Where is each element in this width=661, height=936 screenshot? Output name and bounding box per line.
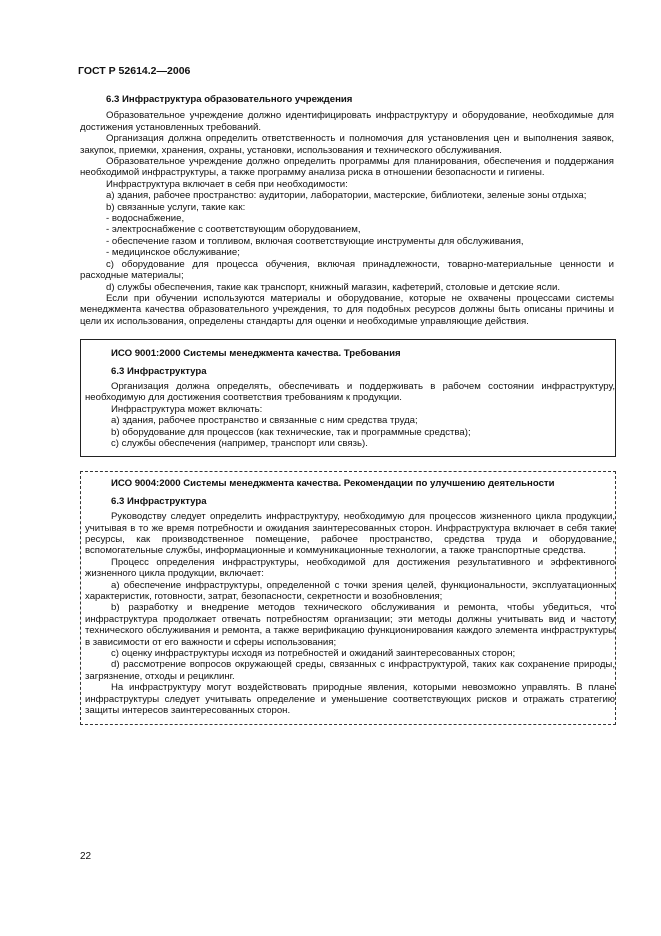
iso9001-subtitle: 6.3 Инфраструктура xyxy=(111,365,207,377)
page-content xyxy=(80,94,614,725)
list-item: а) обеспечение инфраструктуры, определенной с точки зрения целей, функциональности, эксплуатационных характеристик, готовности, затрат, безопасности, секретности и возобновления; xyxy=(85,579,615,603)
page-number: 22 xyxy=(80,851,92,862)
list-item: d) рассмотрение вопросов окружающей среды, связанных с инфраструктурой, таких как сохранение природы, загрязнение, отходы и рециклинг. xyxy=(85,659,615,682)
iso9004-paragraph: Процесс определения инфраструктуры, необходимой для достижения результативного и эффективного жизненного цикла продукции, включает: xyxy=(85,556,615,580)
iso9001-intro: Инфраструктура может включать: xyxy=(111,403,263,415)
iso9004-quote-box xyxy=(80,471,616,724)
iso9004-title: ИСО 9004:2000 Системы менеджмента качества. Рекомендации по улучшению деятельности xyxy=(111,478,555,490)
iso9004-paragraph: На инфраструктуру могут воздействовать природные явления, которыми невозможно управлять. В плане инфраструктуры следует учитывать определение и уменьшение соответствующих рисков и отражать стратегию защиты интересов заинтересованных сторон. xyxy=(85,682,615,717)
section-paragraph: Если при обучении используются материалы и оборудование, которые не охвачены процессами системы менеджмента качества образовательного учреждения, то для подобных ресурсов должны быть описаны причины и цели их использования, определены стандарты для оценки и необходимые управляющие действия. xyxy=(80,292,614,327)
iso9001-quote-box xyxy=(80,339,616,457)
iso9004-paragraph: Руководству следует определить инфраструктуру, необходимую для процессов жизненного цикла продукции, учитывая в то же время потребности и ожидания заинтересованных сторон. Инфраструктура включает в себя такие ресурсы, как производственное помещение, рабочее пространство, средства труда и оборудование, вспомогательные службы, информационные и коммуникационные технологии, а также транспортные средства. xyxy=(85,511,615,557)
section-paragraph: Образовательное учреждение должно определить программы для планирования, обеспечения и поддержания необходимой инфраструктуры, а также программу анализа риска в отношении безопасности и гигиены. xyxy=(80,156,614,179)
document-header: ГОСТ Р 52614.2—2006 xyxy=(78,65,191,77)
list-item: c) службы обеспечения (например, транспорт или связь). xyxy=(111,437,368,449)
list-item: - электроснабжение с соответствующим оборудованием, xyxy=(106,224,361,236)
list-item: - обеспечение газом и топливом, включая соответствующие инструменты для обслуживания, xyxy=(106,235,524,247)
section-paragraph: Инфраструктура включает в себя при необходимости: xyxy=(106,178,348,190)
list-item: - водоснабжение, xyxy=(106,213,185,225)
iso9001-title: ИСО 9001:2000 Системы менеджмента качества. Требования xyxy=(111,348,401,360)
iso9001-paragraph: Организация должна определять, обеспечивать и поддерживать в рабочем состоянии инфраструктуру, необходимую для достижения соответствия требованиям к продукции. xyxy=(85,380,615,404)
list-item: - медицинское обслуживание; xyxy=(106,247,240,259)
list-item: c) оценку инфраструктуры исходя из потребностей и ожиданий заинтересованных сторон; xyxy=(111,648,516,660)
list-item: а) здания, рабочее пространство: аудитории, лаборатории, мастерские, библиотеки, зеленые зоны отдыха; xyxy=(106,190,587,202)
section-title: 6.3 Инфраструктура образовательного учреждения xyxy=(106,94,353,105)
list-item: b) разработку и внедрение методов технического обслуживания и ремонта, чтобы убедиться, что инфраструктура продолжает отвечать потребностям организации; эти методы должны учитывать вид и частоту технического обслуживания и ремонта, а также верификацию функционирования каждого элемента инфраструктуры в зависимости от его важности и сферы использования; xyxy=(85,602,615,648)
section-paragraph: Образовательное учреждение должно идентифицировать инфраструктуру и оборудование, необходимые для достижения установленных требований. xyxy=(80,110,614,133)
list-item: а) здания, рабочее пространство и связанные с ним средства труда; xyxy=(111,415,418,427)
list-item: b) оборудование для процессов (как технические, так и программные средства); xyxy=(111,426,471,438)
section-paragraph: Организация должна определить ответственность и полномочия для установления цен и выполнения заявок, закупок, приемки, хранения, охраны, установки, использования и технического обслуживания. xyxy=(80,133,614,156)
list-item: b) связанные услуги, такие как: xyxy=(106,201,246,213)
list-item: c) оборудование для процесса обучения, включая принадлежности, товарно-материальные ценности и расходные материалы; xyxy=(80,258,614,282)
iso9004-subtitle: 6.3 Инфраструктура xyxy=(111,495,207,507)
list-item: d) службы обеспечения, такие как транспорт, книжный магазин, кафетерий, столовые и детские ясли. xyxy=(106,281,561,293)
